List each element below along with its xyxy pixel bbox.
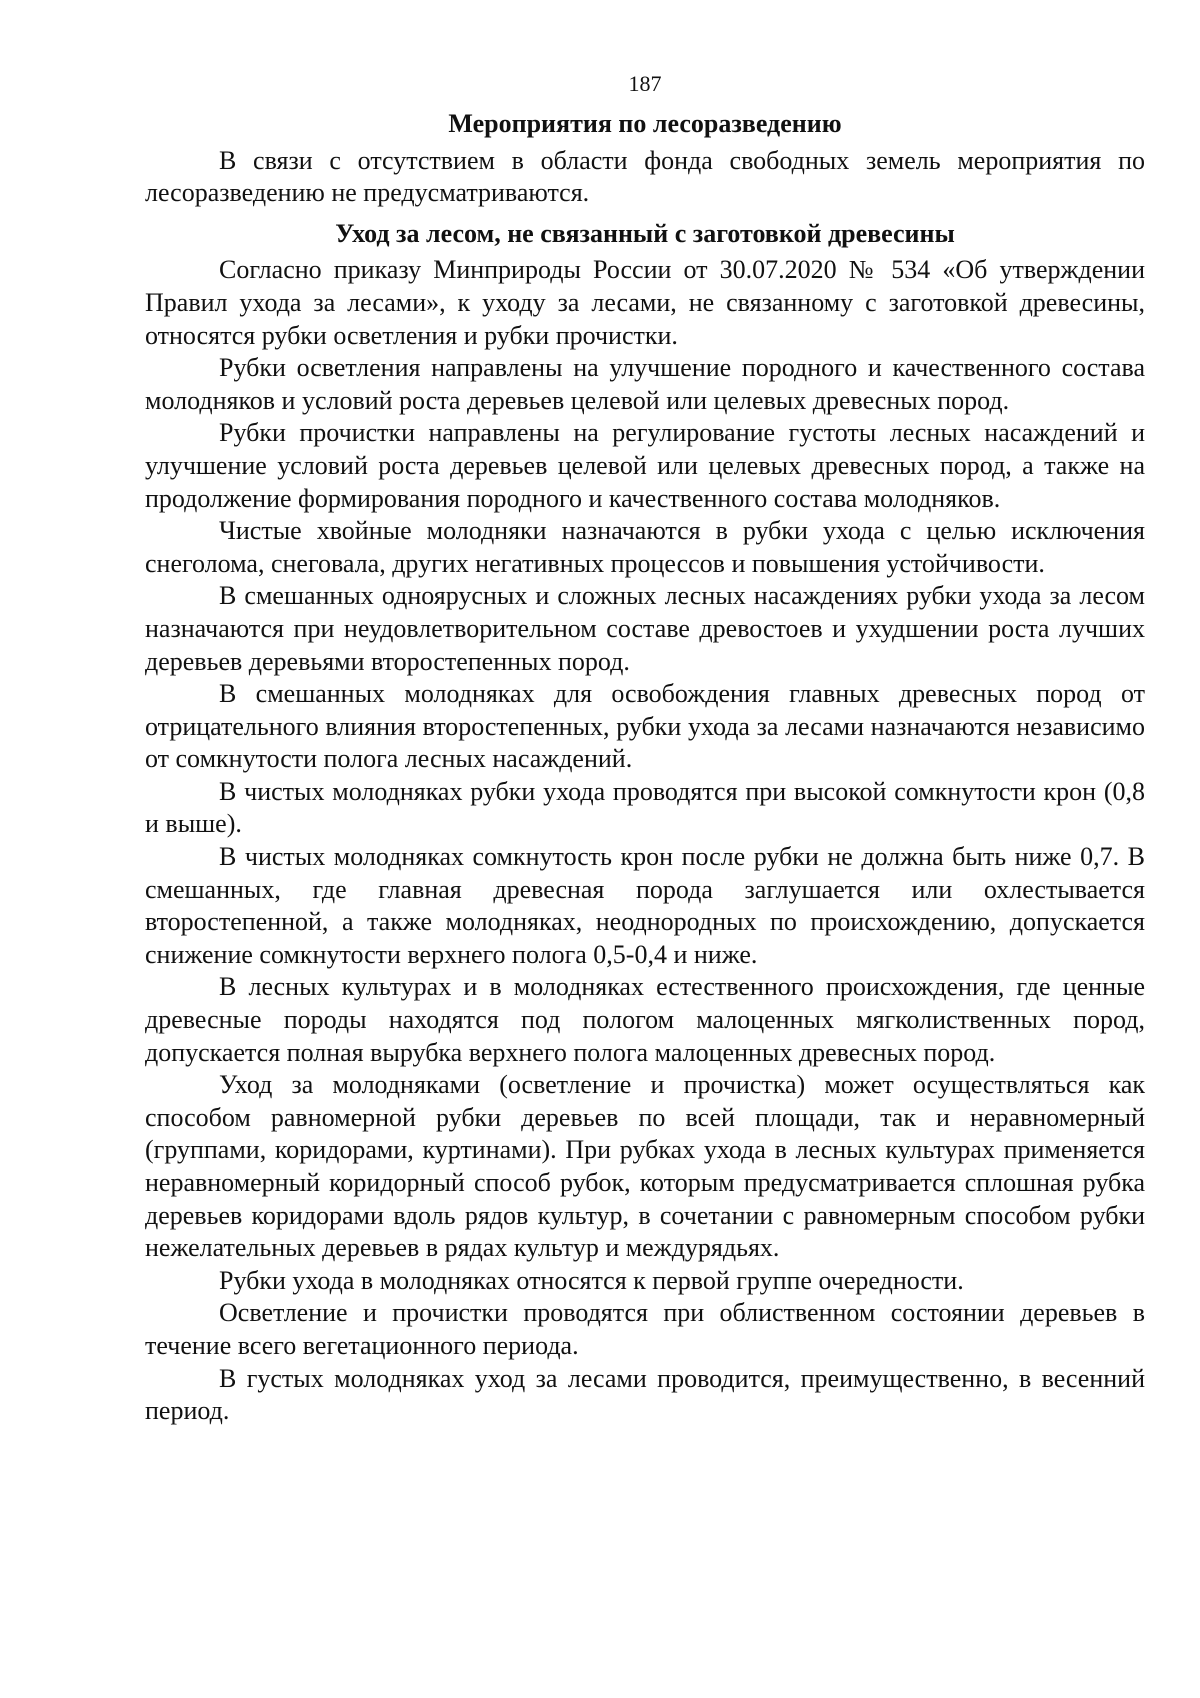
paragraph: Уход за молодняками (осветление и прочистка) может осуществляться как способом равномерной рубки деревьев по всей площади, так и неравномерный (группами, коридорами, куртинами). При рубках ухода в лесных культурах применяется неравномерный коридорный способ рубок, которым предусматривается сплошная рубка деревьев коридорами вдоль рядов культур, в сочетании с равномерным способом рубки нежелательных деревьев в рядах культур и междурядьях. [145,1070,1145,1263]
paragraph: Рубки осветления направлены на улучшение породного и качественного состава молодняков и условий роста деревьев целевой или целевых древесных пород. [145,353,1145,415]
paragraph: Чистые хвойные молодняки назначаются в рубки ухода с целью исключения снеголома, снеговала, других негативных процессов и повышения устойчивости. [145,516,1145,578]
paragraph: В чистых молодняках сомкнутость крон после рубки не должна быть ниже 0,7. В смешанных, где главная древесная порода заглушается или охлестывается второстепенной, а также молодняках, неоднородных по происхождению, допускается снижение сомкнутости верхнего полога 0,5-0,4 и ниже. [145,842,1145,969]
heading-forest-care: Уход за лесом, не связанный с заготовкой древесины [335,218,955,248]
paragraph: В связи с отсутствием в области фонда свободных земель мероприятия по лесоразведению не предусматриваются. [145,145,1145,208]
document-page [145,70,1145,1428]
paragraph: В густых молодняках уход за лесами проводится, преимущественно, в весенний период. [145,1363,1145,1426]
paragraph: В чистых молодняках рубки ухода проводятся при высокой сомкнутости крон (0,8 и выше). [145,776,1145,839]
paragraph: В лесных культурах и в молодняках естественного происхождения, где ценные древесные породы находятся под пологом малоценных мягколиственных пород, допускается полная вырубка верхнего полога малоценных древесных пород. [145,972,1145,1067]
paragraph: Рубки прочистки направлены на регулирование густоты лесных насаждений и улучшение условий роста деревьев целевой или целевых древесных пород, а также на продолжение формирования породного и качественного состава молодняков. [145,418,1145,513]
paragraph: Согласно приказу Минприроды России от 30.07.2020 № 534 «Об утверждении Правил ухода за лесами», к уходу за лесами, не связанному с заготовкой древесины, относятся рубки осветления и рубки прочистки. [145,255,1145,350]
paragraph: В смешанных молодняках для освобождения главных древесных пород от отрицательного влияния второстепенных, рубки ухода за лесами назначаются независимо от сомкнутости полога лесных насаждений. [145,679,1145,774]
paragraph: Рубки ухода в молодняках относятся к первой группе очередности. [219,1265,964,1295]
paragraph: Осветление и прочистки проводятся при облиственном состоянии деревьев в течение всего вегетационного периода. [145,1298,1145,1360]
heading-afforestation: Мероприятия по лесоразведению [448,109,842,138]
page-number: 187 [628,71,662,96]
paragraph: В смешанных одноярусных и сложных лесных насаждениях рубки ухода за лесом назначаются при неудовлетворительном составе древостоев и ухудшении роста лучших деревьев деревьями второстепенных пород. [145,581,1145,676]
